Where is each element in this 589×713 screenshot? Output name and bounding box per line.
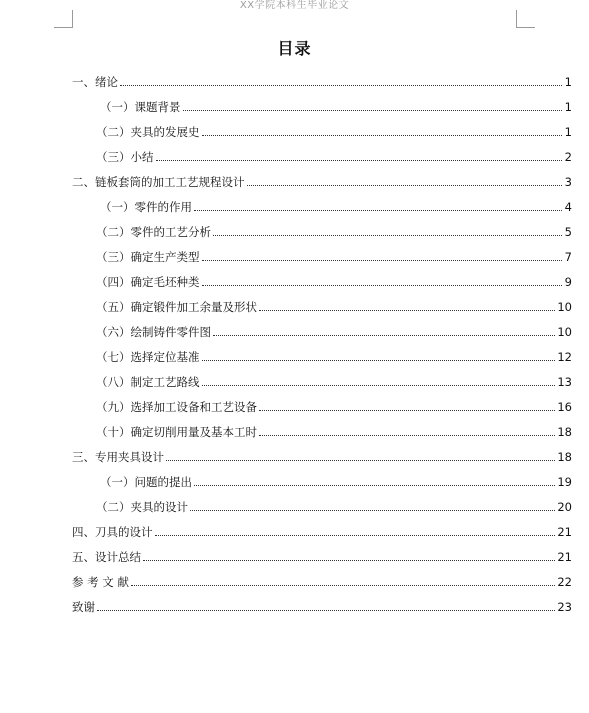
toc-entry-page: 2 [564, 150, 572, 164]
toc-entry-page: 23 [557, 600, 572, 614]
toc-leader [131, 584, 555, 586]
table-of-contents [72, 64, 572, 614]
toc-entry[interactable] [72, 589, 572, 614]
toc-entry[interactable] [72, 439, 572, 464]
toc-entry-label: （二）零件的工艺分析 [96, 225, 211, 239]
toc-entry-label: （九）选择加工设备和工艺设备 [96, 400, 257, 414]
toc-entry-label: （七）选择定位基准 [96, 350, 200, 364]
toc-leader [194, 484, 555, 486]
toc-entry-label: （五）确定锻件加工余量及形状 [96, 300, 257, 314]
toc-entry[interactable] [72, 339, 572, 364]
toc-entry-label: （二）夹具的设计 [96, 500, 188, 514]
toc-entry[interactable] [72, 314, 572, 339]
toc-entry[interactable] [72, 89, 572, 114]
toc-leader [202, 259, 563, 261]
toc-entry-page: 10 [557, 325, 572, 339]
toc-entry-label: 致谢 [72, 600, 95, 614]
toc-entry-page: 5 [564, 225, 572, 239]
toc-leader [259, 409, 555, 411]
toc-leader [247, 184, 563, 186]
toc-entry-page: 18 [557, 450, 572, 464]
toc-title: 目录 [277, 39, 312, 58]
toc-entry[interactable] [72, 214, 572, 239]
toc-entry[interactable] [72, 514, 572, 539]
toc-leader [213, 334, 555, 336]
toc-entry-page: 13 [557, 375, 572, 389]
toc-entry-page: 12 [557, 350, 572, 364]
toc-entry-page: 21 [557, 550, 572, 564]
toc-entry-page: 18 [557, 425, 572, 439]
toc-leader [259, 434, 555, 436]
toc-entry[interactable] [72, 289, 572, 314]
toc-leader [155, 534, 556, 536]
toc-entry-page: 19 [557, 475, 572, 489]
toc-entry-label: （一）课题背景 [100, 100, 181, 114]
toc-leader [156, 159, 563, 161]
toc-entry[interactable] [72, 414, 572, 439]
toc-entry-page: 3 [564, 175, 572, 189]
toc-entry[interactable] [72, 539, 572, 564]
toc-leader [202, 284, 563, 286]
toc-entry-page: 1 [564, 75, 572, 89]
toc-entry[interactable] [72, 489, 572, 514]
toc-entry[interactable] [72, 139, 572, 164]
toc-leader [120, 84, 562, 86]
toc-leader [259, 309, 555, 311]
toc-entry[interactable] [72, 264, 572, 289]
toc-entry-label: （三）确定生产类型 [96, 250, 200, 264]
toc-entry[interactable] [72, 64, 572, 89]
toc-leader [97, 609, 555, 611]
toc-entry[interactable] [72, 389, 572, 414]
toc-entry-label: （三）小结 [96, 150, 154, 164]
toc-entry[interactable] [72, 364, 572, 389]
toc-entry-label: （八）制定工艺路线 [96, 375, 200, 389]
toc-leader [202, 359, 556, 361]
toc-entry-label: 三、专用夹具设计 [72, 450, 164, 464]
toc-leader [166, 459, 555, 461]
toc-leader [194, 209, 562, 211]
toc-entry-label: （十）确定切削用量及基本工时 [96, 425, 257, 439]
toc-entry[interactable] [72, 114, 572, 139]
toc-leader [202, 134, 563, 136]
toc-entry-label: 二、链板套筒的加工工艺规程设计 [72, 175, 245, 189]
crop-mark-top-right [516, 27, 535, 28]
toc-entry-page: 7 [564, 250, 572, 264]
toc-entry-label: 一、绪论 [72, 75, 118, 89]
toc-entry-label: 五、设计总结 [72, 550, 141, 564]
toc-entry-page: 20 [557, 500, 572, 514]
toc-entry-page: 9 [564, 275, 572, 289]
toc-entry-label: 参 考 文 献 [72, 575, 129, 589]
toc-entry-label: 四、刀具的设计 [72, 525, 153, 539]
toc-entry-page: 4 [564, 200, 572, 214]
toc-entry-label: （一）问题的提出 [100, 475, 192, 489]
toc-entry-page: 10 [557, 300, 572, 314]
page-header-text: XX学院本科生毕业论文 [239, 0, 350, 11]
toc-entry-page: 22 [557, 575, 572, 589]
toc-entry-page: 16 [557, 400, 572, 414]
toc-entry-page: 1 [564, 100, 572, 114]
toc-entry[interactable] [72, 189, 572, 214]
crop-mark-top-right [516, 10, 517, 28]
toc-entry-label: （二）夹具的发展史 [96, 125, 200, 139]
toc-entry[interactable] [72, 564, 572, 589]
toc-entry-page: 21 [557, 525, 572, 539]
toc-leader [183, 109, 563, 111]
toc-entry-label: （一）零件的作用 [100, 200, 192, 214]
toc-leader [213, 234, 562, 236]
crop-mark-top-left [72, 10, 73, 28]
toc-entry[interactable] [72, 164, 572, 189]
toc-leader [190, 509, 555, 511]
toc-entry-page: 1 [564, 125, 572, 139]
toc-entry-label: （四）确定毛坯种类 [96, 275, 200, 289]
toc-entry[interactable] [72, 464, 572, 489]
toc-leader [202, 384, 556, 386]
toc-entry-label: （六）绘制铸件零件图 [96, 325, 211, 339]
toc-leader [143, 559, 555, 561]
crop-mark-top-left [54, 27, 73, 28]
toc-entry[interactable] [72, 239, 572, 264]
